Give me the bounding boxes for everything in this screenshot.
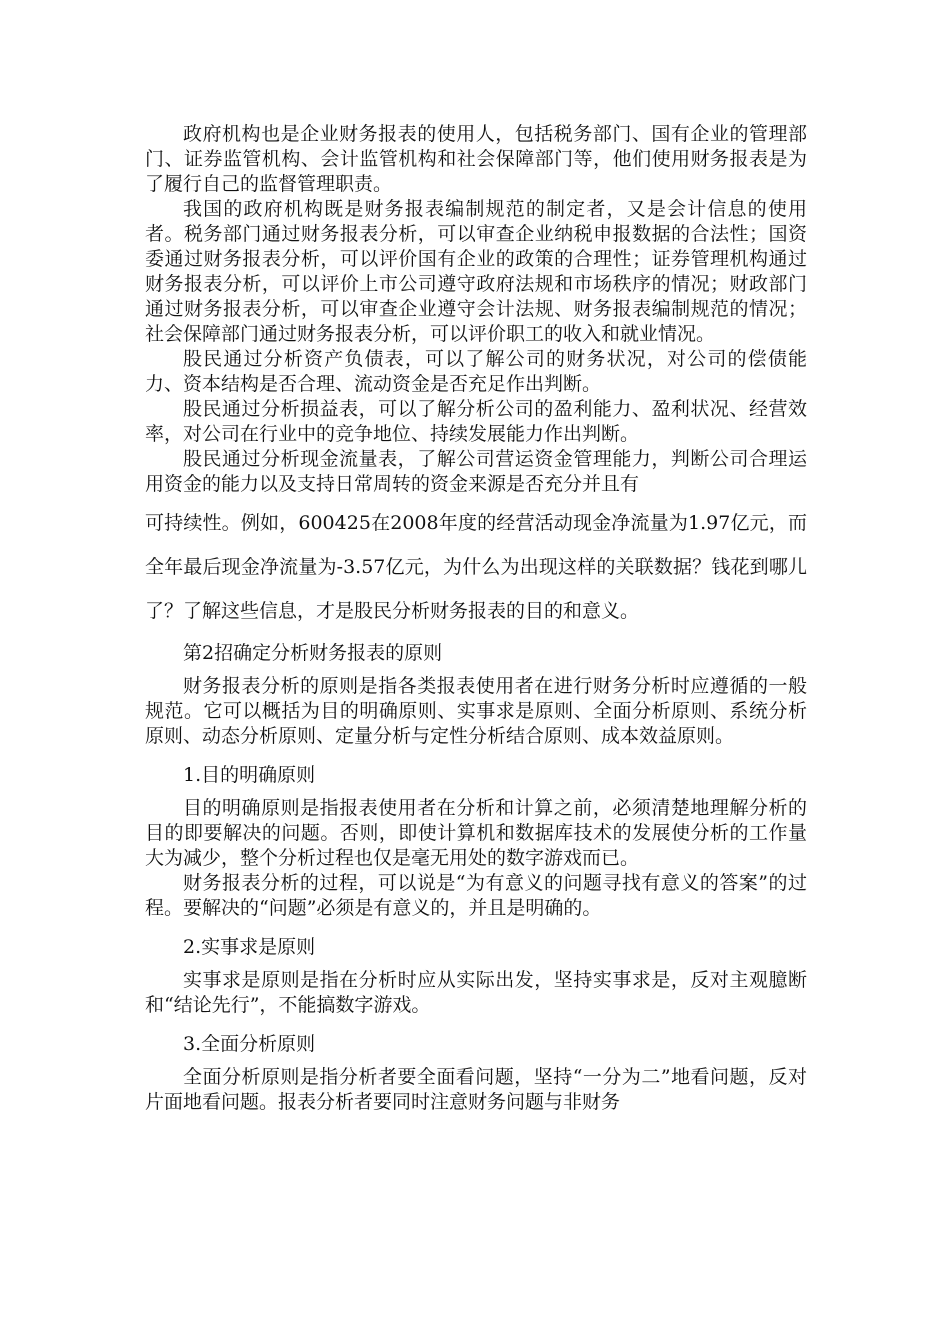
heading-clear-purpose: 1.目的明确原则 (183, 764, 316, 786)
paragraph-cash-flow-example: 可持续性。例如，600425在2008年度的经营活动现金净流量为1.97亿元，而全年最后现金净流量为-3.57亿元，为什么为出现这样的关联数据？钱花到哪儿了？了解这些信息，才是股民分析财务报表的目的和意义。 (145, 512, 807, 622)
paragraph-comprehensive: 全面分析原则是指分析者要全面看问题，坚持“一分为二”地看问题，反对片面地看问题。报表分析者要同时注意财务问题与非财务 (145, 1066, 807, 1113)
paragraph-meaningful-answers: 财务报表分析的过程，可以说是“为有意义的问题寻找有意义的答案”的过程。要解决的“问题”必须是有意义的，并且是明确的。 (145, 872, 807, 919)
paragraph-cash-flow: 股民通过分析现金流量表，了解公司营运资金管理能力，判断公司合理运用资金的能力以及支持日常周转的资金来源是否充分并且有 (145, 448, 807, 495)
paragraph-principles: 财务报表分析的原则是指各类报表使用者在进行财务分析时应遵循的一般规范。它可以概括为目的明确原则、实事求是原则、全面分析原则、系统分析原则、动态分析原则、定量分析与定性分析结合原则、成本效益原则。 (145, 675, 807, 747)
paragraph-income-statement: 股民通过分析损益表，可以了解分析公司的盈利能力、盈利状况、经营效率，对公司在行业中的竞争地位、持续发展能力作出判断。 (145, 398, 807, 445)
paragraph-government-roles: 我国的政府机构既是财务报表编制规范的制定者，又是会计信息的使用者。税务部门通过财务报表分析，可以审查企业纳税申报数据的合法性；国资委通过财务报表分析，可以评价国有企业的政策的合理性；证券管理机构通过财务报表分析，可以评价上市公司遵守政府法规和市场秩序的情况；财政部门通过财务报表分析，可以审查企业遵守会计法规、财务报表编制规范的情况；社会保障部门通过财务报表分析，可以评价职工的收入和就业情况。 (145, 198, 807, 345)
heading-principles: 第2招确定分析财务报表的原则 (183, 642, 443, 664)
paragraph-seek-truth: 实事求是原则是指在分析时应从实际出发，坚持实事求是，反对主观臆断和“结论先行”，不能搞数字游戏。 (145, 969, 807, 1016)
paragraph-balance-sheet: 股民通过分析资产负债表，可以了解公司的财务状况，对公司的偿债能力、资本结构是否合理、流动资金是否充足作出判断。 (145, 348, 807, 395)
paragraph-government-users: 政府机构也是企业财务报表的使用人，包括税务部门、国有企业的管理部门、证券监管机构、会计监管机构和社会保障部门等，他们使用财务报表是为了履行自己的监督管理职责。 (145, 123, 807, 195)
heading-seek-truth: 2.实事求是原则 (183, 936, 316, 958)
heading-comprehensive: 3.全面分析原则 (183, 1033, 316, 1055)
document-body (145, 122, 807, 1115)
paragraph-clear-purpose: 目的明确原则是指报表使用者在分析和计算之前，必须清楚地理解分析的目的即要解决的问题。否则，即使计算机和数据库技术的发展使分析的工作量大为减少，整个分析过程也仅是毫无用处的数字游戏而已。 (145, 797, 807, 869)
